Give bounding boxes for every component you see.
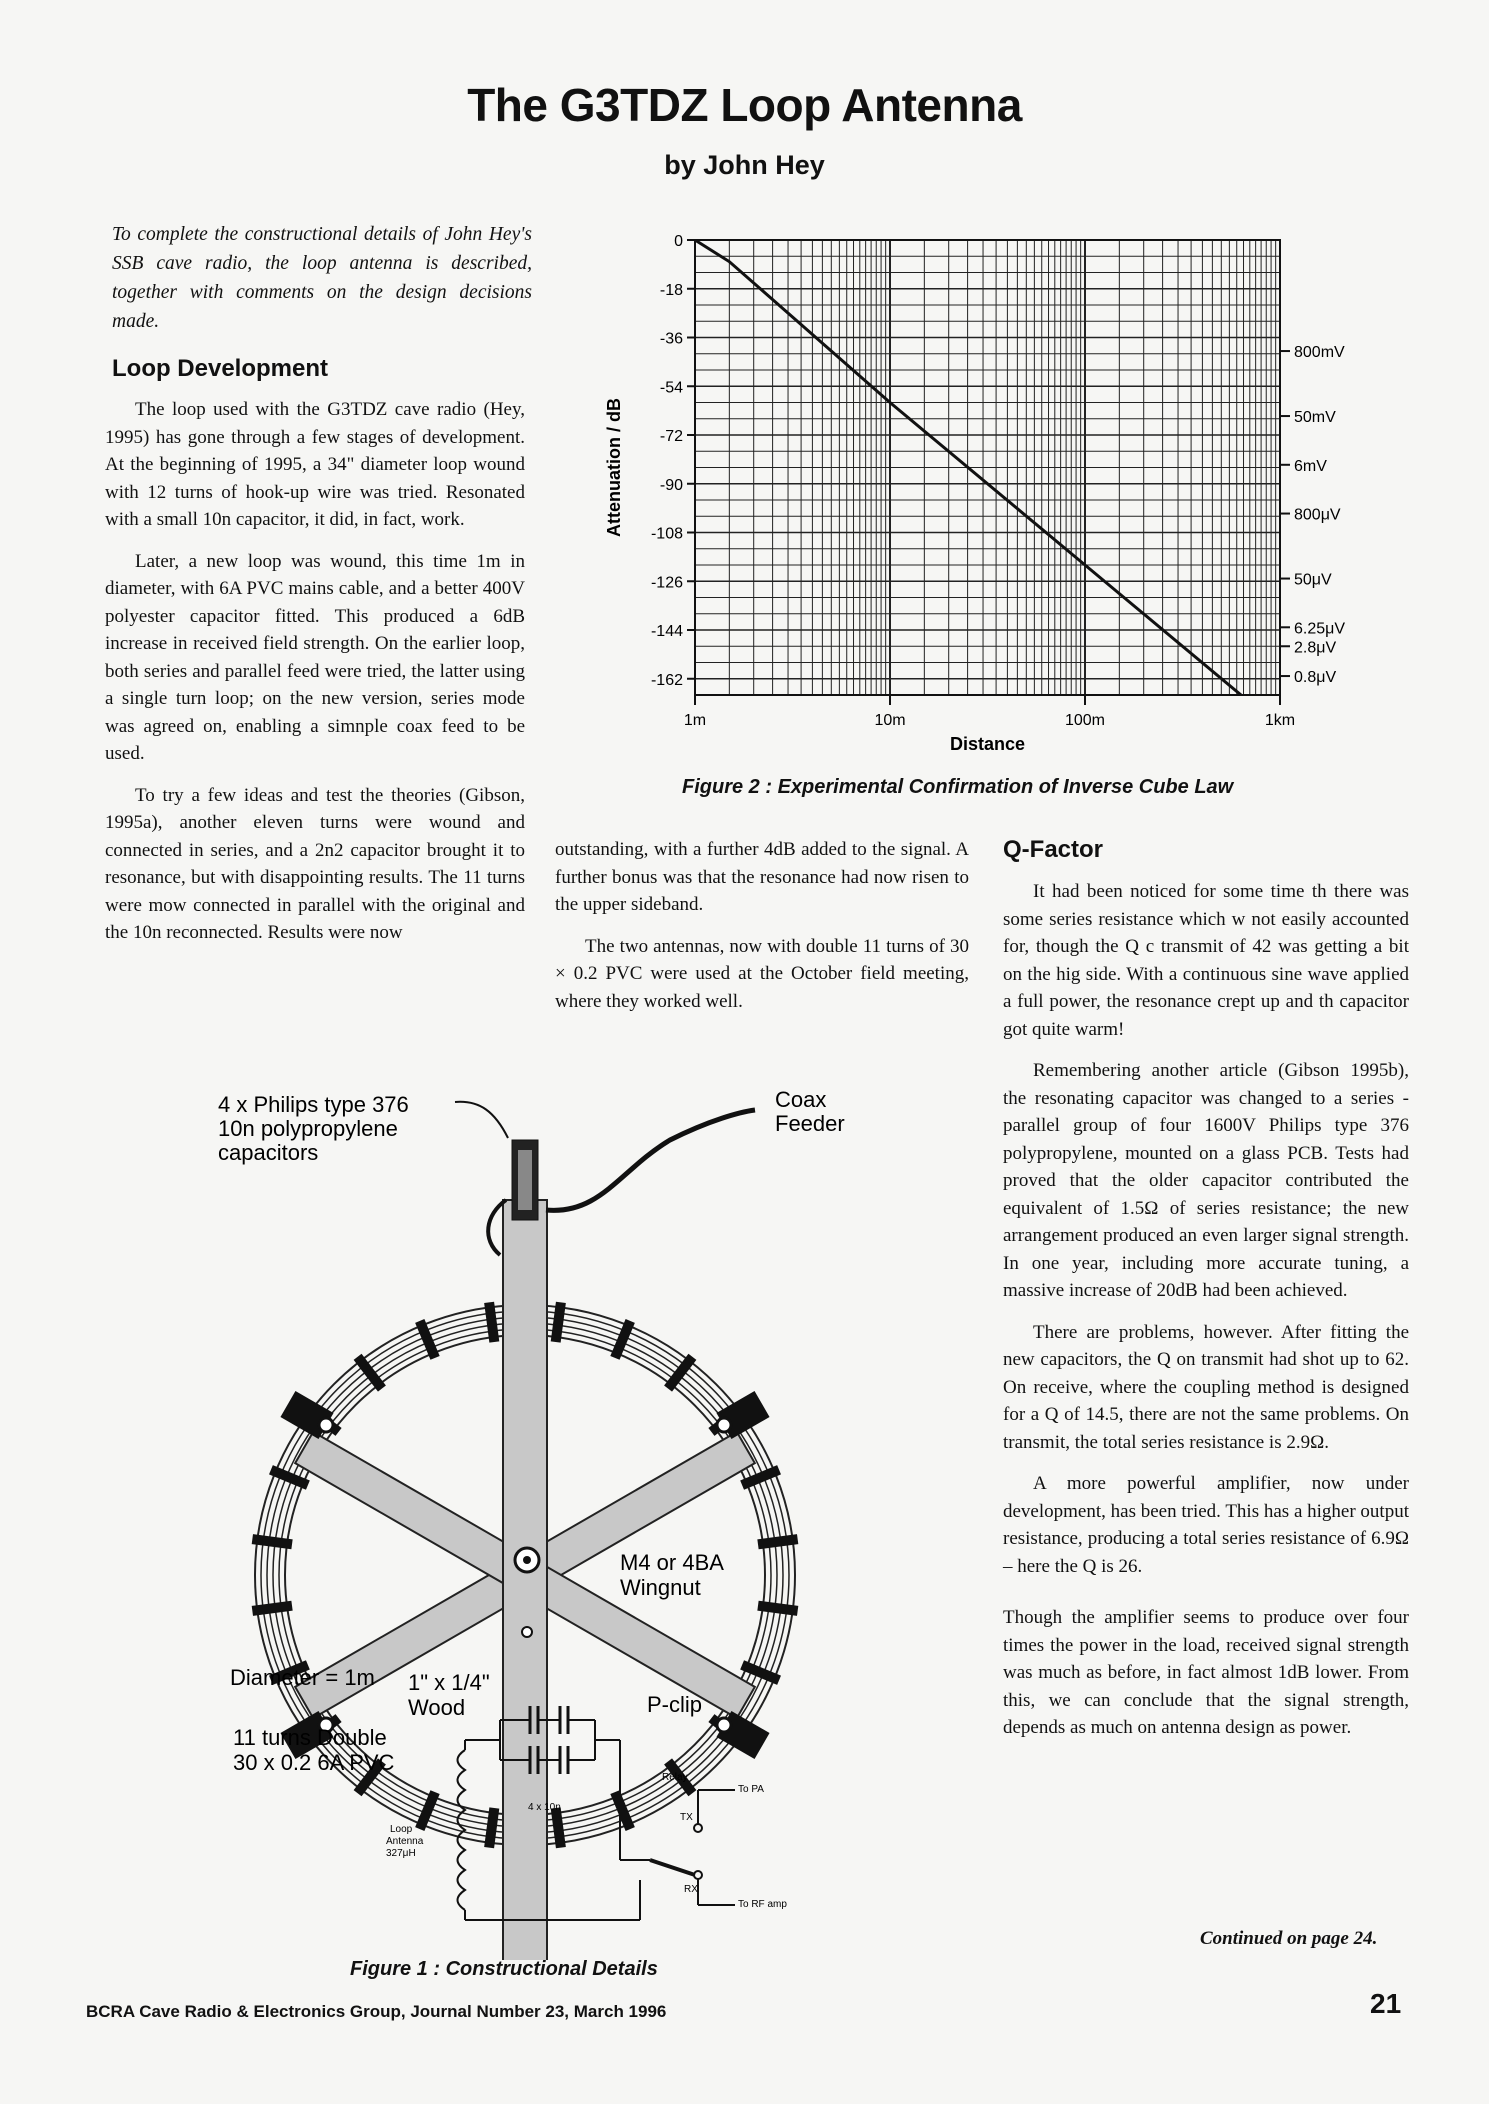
coil-tie: [551, 1302, 566, 1343]
schem-loop-label-3: 327μH: [386, 1848, 416, 1859]
x-tick-label: 1km: [1264, 712, 1296, 729]
x-tick-label: 10m: [874, 712, 906, 729]
coax-cable: [546, 1110, 755, 1210]
y-tick-label: -36: [659, 330, 683, 348]
figure-2-caption: Figure 2 : Experimental Confirmation of Inverse Cube Law: [682, 776, 1234, 798]
paragraph: outstanding, with a further 4dB added to the signal. A further bonus was that the resonance had now risen to the upper sideband.: [555, 839, 969, 915]
x-tick-label: 1m: [683, 712, 707, 729]
y-tick-label: -72: [659, 428, 683, 445]
page-number: 21: [1370, 1988, 1402, 2019]
y-tick-label: -144: [650, 623, 683, 640]
continued-note: Continued on page 24.: [1200, 1928, 1378, 1949]
inductor-symbol: [458, 1750, 466, 1910]
right-label: 2.8μV: [1294, 639, 1337, 657]
section-heading-loop-development: Loop Development: [112, 355, 329, 382]
section-heading-q-factor: Q-Factor: [1003, 836, 1104, 863]
schem-torf-label: To RF amp: [738, 1899, 787, 1910]
chart-labels: [604, 233, 1345, 754]
figure-2-chart: [590, 225, 1380, 795]
y-axis-title: Attenuation / dB: [604, 398, 624, 537]
coil-tie: [252, 1601, 293, 1616]
capacitor-bank: [465, 1706, 650, 1860]
right-label: 0.8μV: [1294, 669, 1337, 687]
intro-paragraph: To complete the constructional details of John Hey's SSB cave radio, the loop antenna is described, together with comments on the design decisions made.: [112, 224, 532, 332]
label-pclip: P-clip: [647, 1692, 703, 1717]
right-label: 50μV: [1294, 571, 1332, 589]
label-wood-2: Wood: [408, 1695, 466, 1720]
y-tick-label: -90: [659, 476, 683, 494]
right-label: 800μV: [1294, 506, 1341, 524]
column-3: [1003, 878, 1409, 1756]
schem-relay-label: Relay: [662, 1772, 688, 1783]
schem-rx-label: RX: [684, 1884, 698, 1895]
figure-1-caption: Figure 1 : Constructional Details: [350, 1958, 658, 1980]
y-tick-label: -108: [650, 525, 683, 543]
label-capacitors-2: 10n polypropylene: [218, 1116, 398, 1141]
byline: by John Hey: [664, 150, 825, 180]
y-tick-label: -162: [650, 671, 683, 689]
x-tick-label: 100m: [1064, 712, 1106, 729]
label-wingnut-2: Wingnut: [620, 1575, 701, 1600]
schem-loop-label-2: Antenna: [386, 1836, 424, 1847]
coil-tie: [757, 1534, 798, 1549]
right-label: 50mV: [1294, 409, 1336, 427]
label-capacitors: 4 x Philips type 376: [218, 1092, 409, 1117]
chart-axes: [687, 240, 1290, 705]
coil-tie: [757, 1601, 798, 1616]
y-tick-label: -126: [650, 574, 683, 592]
paragraph: Later, a new loop was wound, this time 1m in diameter, with 6A PVC mains cable, and a better 400V polyester capacitor fitted. This produced a 6dB increase in received field strength. On the earlier loop, both series and parallel feed were tried, the latter using a single turn loop; on the new version, series mode was agreed on, enabling a simnple coax feed to be used.: [105, 550, 525, 764]
label-wingnut: M4 or 4BA: [620, 1550, 724, 1575]
right-label: 800mV: [1294, 344, 1345, 362]
y-tick-label: -54: [659, 379, 683, 397]
column-1: [105, 396, 525, 961]
schem-tx-label: TX: [680, 1812, 693, 1823]
x-axis-title: Distance: [949, 734, 1026, 754]
label-wood: 1" x 1/4": [408, 1670, 490, 1695]
paragraph: There are problems, however. After fitting the new capacitors, the Q on transmit had shot up to 62. On receive, where the coupling method is designed for a Q of 14.5, there are not the same problems. On transmit, the total series resistance is 2.9Ω.: [1003, 1321, 1409, 1453]
page-title: The G3TDZ Loop Antenna: [467, 79, 1022, 131]
label-capacitors-3: capacitors: [218, 1140, 319, 1165]
schem-caps-label: 4 x 10n: [528, 1802, 561, 1813]
label-feeder: Feeder: [775, 1111, 845, 1136]
paragraph: To try a few ideas and test the theories (Gibson, 1995a), another eleven turns were wound and connected in series, and a 2n2 capacitor brought it to resonance, but with disappointing results. The 11 turns were mow connected in parallel with the original and the 10n reconnected. Results were now: [105, 784, 525, 943]
footer: BCRA Cave Radio & Electronics Group, Journal Number 23, March 1996: [86, 2002, 667, 2021]
paragraph: Though the amplifier seems to produce over four times the power in the load, received signal strength was much as before, in fact almost 1dB lower. From this, we can conclude that the signal strength, depends as much on antenna design as power.: [1003, 1607, 1409, 1738]
paragraph: A more powerful amplifier, now under development, has been tried. This has a higher output resistance, producing a total series resistance of 6.9Ω – here the Q is 26.: [1003, 1473, 1409, 1577]
y-tick-label: -18: [659, 281, 683, 299]
right-label: 6.25μV: [1294, 620, 1346, 638]
label-turns: 11 turns Double: [233, 1725, 387, 1750]
paragraph: It had been noticed for some time th there was some series resistance which w not easily accounted for, though the Q c transmit of 42 was getting a bit on the hig side. With a continuous sine wave applied a full power, the resonance crept up and th capacitor got quite warm!: [1003, 881, 1409, 1040]
schem-loop-label: Loop: [390, 1824, 413, 1835]
paragraph: Remembering another article (Gibson 1995b), the resonating capacitor was changed to a series - parallel group of four 1600V Philips type 376 polypropylene, mounted on a glass PCB. Tests had proved that the older capacitor contributed the equivalent of 1.5Ω of series resistance; the new arrangement produced an even larger signal strength. In one year, including more accurate tuning, a massive increase of 20dB had been achieved.: [1003, 1060, 1409, 1301]
coil-tie: [484, 1302, 499, 1343]
label-turns-2: 30 x 0.2 6A PVC: [233, 1750, 395, 1775]
label-coax: Coax: [775, 1087, 827, 1112]
paragraph: The loop used with the G3TDZ cave radio (Hey, 1995) has gone through a few stages of development. At the beginning of 1995, a 34" diameter loop wound with 12 turns of hook-up wire was tried. Resonated with a small 10n capacitor, it did, in fact, work.: [105, 399, 525, 530]
right-label: 6mV: [1294, 457, 1327, 475]
y-tick-label: 0: [674, 233, 683, 250]
figure-1-schematic: [200, 1660, 900, 1960]
paragraph: The two antennas, now with double 11 turns of 30 × 0.2 PVC were used at the October field meeting, where they worked well.: [555, 935, 969, 1012]
schem-topa-label: To PA: [738, 1784, 764, 1795]
coil-tie: [252, 1534, 293, 1549]
column-2: [555, 836, 969, 1029]
label-diameter: Diameter = 1m: [230, 1665, 375, 1690]
relay-symbol: [640, 1790, 735, 1920]
